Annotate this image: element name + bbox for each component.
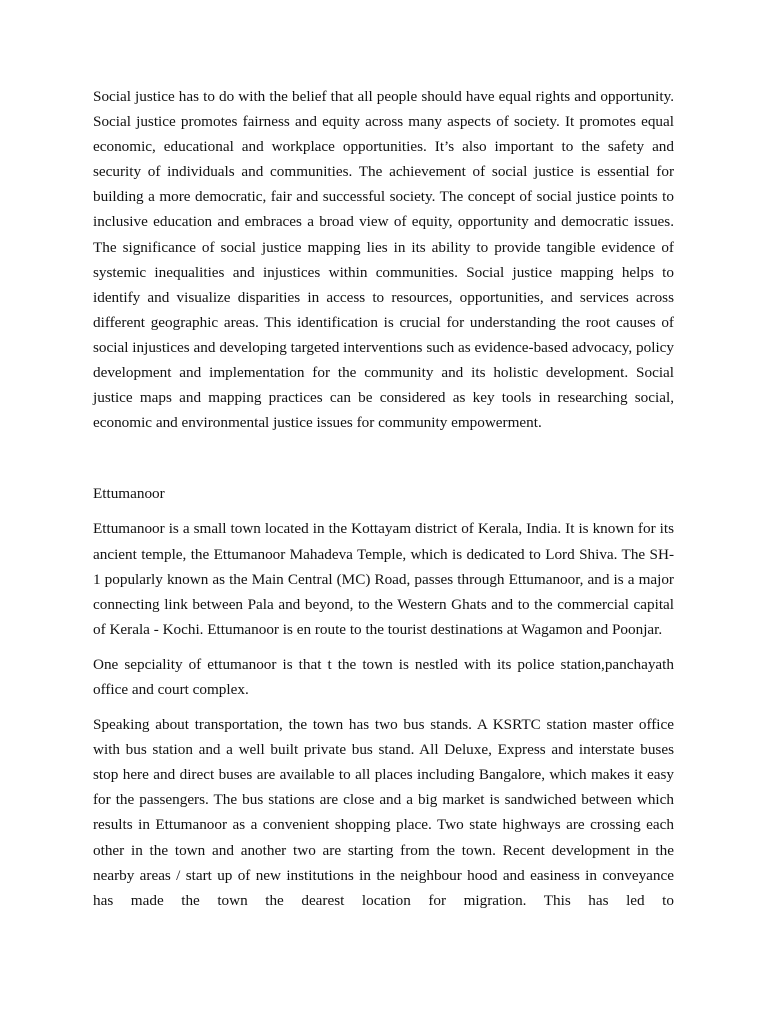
body-paragraph-3: Speaking about transportation, the town has two bus stands. A KSRTC station master office with bus station and a well built private bus stand. All Deluxe, Express and interstate buses stop here and direct buses are available to all places including Bangalore, which makes it easy for the passengers. The bus stations are close and a big market is sandwiched between which results in Ettumanoor as a convenient shopping place. Two state highways are crossing each other in the town and another two are starting from the town. Recent development in the nearby areas / start up of new institutions in the neighbour hood and easiness in conveyance has made the town the dearest location for migration. This has led to — [93, 716, 674, 909]
document-page — [93, 84, 674, 913]
section-heading: Ettumanoor — [93, 485, 165, 503]
intro-paragraph: Social justice has to do with the belief that all people should have equal rights and opportunity. Social justice promotes fairness and equity across many aspects of society. It promotes equal economic, educational and workplace opportunities. It’s also important to the safety and security of individuals and communities. The achievement of social justice is essential for building a more democratic, fair and successful society. The concept of social justice points to inclusive education and embraces a broad view of equity, opportunity and democratic issues. The significance of social justice mapping lies in its ability to provide tangible evidence of systemic inequalities and injustices within communities. Social justice mapping helps to identify and visualize disparities in access to resources, opportunities, and services across different geographic areas. This identification is crucial for understanding the root causes of social injustices and developing targeted interventions such as evidence-based advocacy, policy development and implementation for the community and its holistic development. Social justice maps and mapping practices can be considered as key tools in researching social, economic and environmental justice issues for community empowerment. — [93, 88, 674, 432]
body-paragraph-1: Ettumanoor is a small town located in the Kottayam district of Kerala, India. It is known for its ancient temple, the Ettumanoor Mahadeva Temple, which is dedicated to Lord Shiva. The SH-1 popularly known as the Main Central (MC) Road, passes through Ettumanoor, and is a major connecting link between Pala and beyond, to the Western Ghats and to the commercial capital of Kerala - Kochi. Ettumanoor is en route to the tourist destinations at Wagamon and Poonjar. — [93, 520, 674, 638]
body-paragraph-2: One sepciality of ettumanoor is that t the town is nestled with its police station,panchayath office and court complex. — [93, 655, 674, 698]
